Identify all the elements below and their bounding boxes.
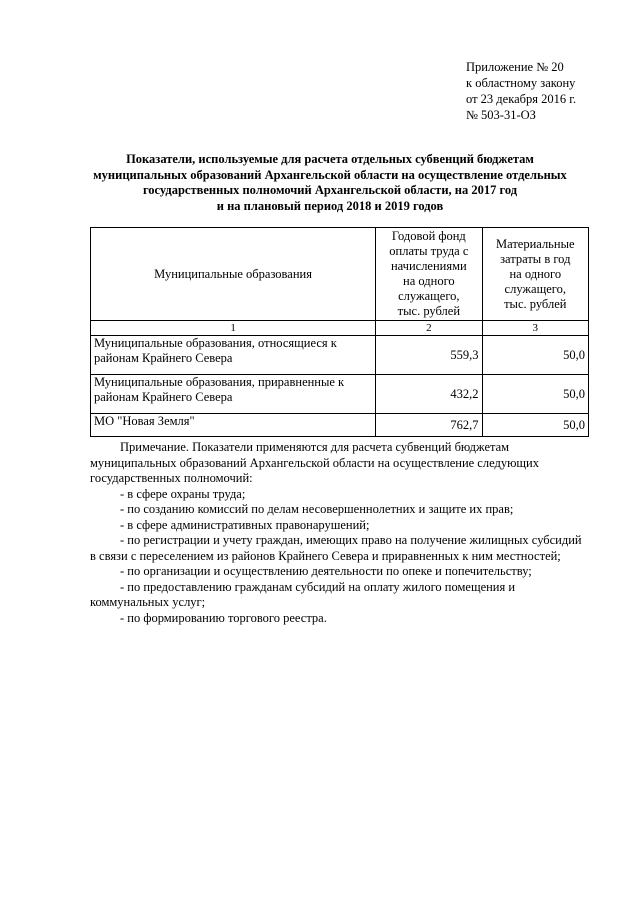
column-number: 1 [91, 321, 376, 336]
header-line: тыс. рублей [397, 304, 461, 318]
note-item: в связи с переселением из районов Крайнего Севера и приравненных к ним местностей; [90, 548, 561, 563]
header-line: Материальные [496, 236, 575, 251]
note-line: государственных полномочий: [90, 471, 253, 485]
row-name-line: районам Крайнего Севера [94, 351, 233, 365]
header-line: тыс. рублей [504, 296, 567, 311]
header-line: на одного [403, 274, 455, 288]
note-line: Примечание. Показатели применяются для расчета субвенций бюджетам [120, 440, 510, 454]
row-municipality [91, 375, 376, 414]
row-wage-value: 432,2 [376, 375, 482, 414]
row-name-line: Муниципальные образования, относящиеся к [94, 336, 337, 350]
header-line: Годовой фонд [391, 229, 466, 243]
table-row [91, 375, 589, 414]
note-item: - по организации и осуществлению деятельности по опеке и попечительству; [120, 564, 532, 578]
row-wage-value: 762,7 [376, 414, 482, 437]
header-wage-fund [376, 228, 482, 321]
note-section [90, 440, 590, 626]
title-line: и на плановый период 2018 и 2019 годов [216, 198, 444, 213]
column-number: 3 [482, 321, 588, 336]
row-name-line: Муниципальные образования, приравненные к [94, 375, 345, 389]
table-row [91, 336, 589, 375]
note-item: - по созданию комиссий по делам несовершеннолетних и защите их прав; [120, 502, 514, 516]
appendix-line: от 23 декабря 2016 г. [466, 92, 577, 106]
appendix-reference [466, 59, 576, 123]
row-name-line: МО "Новая Земля" [94, 414, 195, 428]
header-line: служащего, [398, 289, 460, 303]
row-municipality [91, 414, 376, 437]
appendix-line: к областному закону [466, 76, 576, 90]
document-title [80, 152, 580, 214]
appendix-line: № 503-31-ОЗ [466, 108, 536, 122]
appendix-line: Приложение № 20 [466, 60, 564, 74]
column-number: 2 [376, 321, 482, 336]
row-name-line: районам Крайнего Севера [94, 390, 233, 404]
header-line: затраты в год [500, 251, 571, 266]
header-line: служащего, [504, 281, 566, 296]
row-material-value: 50,0 [482, 414, 588, 437]
indicators-table [90, 227, 589, 437]
header-line: оплаты труда с [389, 244, 469, 258]
note-line: муниципальных образований Архангельской области на осуществление следующих [90, 455, 539, 470]
table-header-row [91, 228, 589, 321]
header-material-costs [482, 228, 588, 321]
note-item: - в сфере охраны труда; [120, 486, 246, 501]
note-item: - по формированию торгового реестра. [120, 610, 327, 625]
note-item: - в сфере административных правонарушений; [120, 517, 370, 532]
column-number-row [91, 321, 589, 336]
table-row [91, 414, 589, 437]
row-municipality [91, 336, 376, 375]
title-line: Показатели, используемые для расчета отдельных субвенций бюджетам [126, 152, 534, 166]
header-line: начислениями [390, 259, 467, 273]
row-material-value: 50,0 [482, 375, 588, 414]
header-line: на одного [509, 266, 562, 281]
title-line: муниципальных образований Архангельской области на осуществление отдельных [93, 167, 567, 182]
header-municipalities: Муниципальные образования [91, 228, 376, 321]
title-line: государственных полномочий Архангельской области, на 2017 год [142, 183, 518, 197]
row-material-value: 50,0 [482, 336, 588, 375]
note-item: - по предоставлению гражданам субсидий на оплату жилого помещения и [120, 579, 516, 594]
row-wage-value: 559,3 [376, 336, 482, 375]
note-item: - по регистрации и учету граждан, имеющих право на получение жилищных субсидий [120, 533, 582, 547]
note-item: коммунальных услуг; [90, 595, 206, 609]
